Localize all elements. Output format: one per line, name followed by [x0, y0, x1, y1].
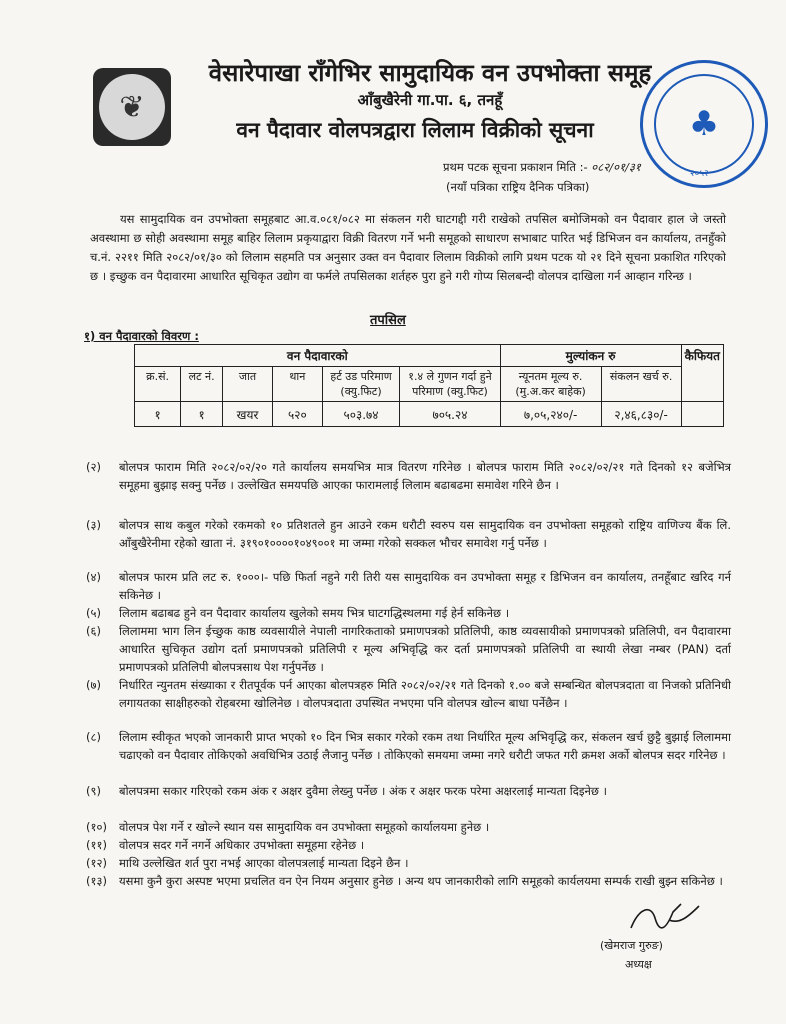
- org-address: आँबुखैरेनी गा.पा. ६, तनहूँ: [357, 91, 503, 109]
- section1-title: १) वन पैदावारको विवरण :: [84, 329, 199, 343]
- cell-converted: ७०५.२४: [400, 402, 500, 427]
- publication-date: [443, 160, 641, 175]
- cell-sn: १: [135, 402, 181, 427]
- signer-title: अध्यक्ष: [625, 958, 652, 971]
- condition-number: (८): [86, 730, 101, 744]
- seal-number: २०५२: [690, 169, 709, 179]
- condition-text: बोलपत्र फारम प्रति लट रु. १०००।- पछि फिर्ता नहुने गरी तिरी यस सामुदायिक वन उपभोक्ता समूह र डिभिजन वन कार्यालय, तनहूँबाट खरिद गर्न सकिनेछ ।: [119, 570, 731, 602]
- col-sn: क्र.सं.: [135, 367, 181, 402]
- produce-table: [134, 344, 724, 427]
- condition-number: (४): [86, 570, 101, 584]
- cell-volume: ५०३.७४: [322, 402, 400, 427]
- condition-text: लिलाममा भाग लिन ईच्छुक काष्ठ व्यवसायीले नेपाली नागरिकताको प्रमाणपत्रको प्रतिलिपी, काष्ठ व्यवसायीको प्रमाणपत्रको प्रतिलिपी, वन पैदावारमा आधारित सुचिकृत उद्योग दर्ता प्रमाणपत्रको प्रतिलिपी र मूल्य अभिवृद्धि कर दर्ता प्रमाणपत्रको प्रतिलिपी वा स्थायी लेखा नम्बर (PAN) दर्ता प्रमाणपत्रको प्रतिलिपी बोलपत्रसाथ पेश गर्नुपर्नेछ ।: [119, 624, 731, 674]
- condition-number: (५): [86, 606, 101, 620]
- intro-paragraph: यस सामुदायिक वन उपभोक्ता समूहबाट आ.व.०८१/०८२ मा संकलन गरी घाटगद्दी गरी राखेको तपसिल बमोजिमको वन पैदावार हाल जे जस्तो अवस्थामा छ सोही अवस्थामा समूह बाहिर लिलाम प्रकृयाद्वारा विक्री वितरण गर्ने भनी समूहको साधारण सभाबाट पारित भई डिभिजन वन कार्यालय, तनहुँको च.नं. २२११ मिति २०८२/०१/३० को लिलाम सहमति पत्र अनुसार उक्त वन पैदावार लिलाम विक्रीको लागि प्रथम पटक यो २१ दिने सूचना प्रकाशित गरिएको छ । इच्छुक वन पैदावारमा आधारित सूचिकृत उद्योग वा फर्मले तपसिलका शर्तहरु पुरा हुने गरी गोप्य सिलबन्दी वोलपत्र दाखिला गर्न आव्हान गरिन्छ ।: [90, 212, 726, 283]
- col-pieces: थान: [272, 367, 322, 402]
- cell-min-price: ७,०५,२४०/-: [500, 402, 601, 427]
- remarks-header: कैफियत: [681, 345, 723, 402]
- condition-number: (१३): [86, 874, 107, 888]
- condition-text: वोलपत्र सदर गर्ने नगर्ने अधिकार उपभोक्ता समूहमा रहेनेछ ।: [119, 838, 365, 852]
- condition-text: निर्धारित न्युनतम संख्याका र रीतपूर्वक पर्न आएका बोलपत्रहरु मिति २०८२/०२/२१ गते दिनको १.०० बजे सम्बन्धित बोलपत्रदाता वा निजको प्रतिनिधी लगायतका साक्षीहरुको रोहबरमा खोलिनेछ । वोलपत्रदाता उपस्थित नभएमा पनि वोलपत्र खोल्न बाधा पर्नेछैन ।: [119, 678, 731, 710]
- signer-name: (खेमराज गुरुङ): [600, 939, 663, 952]
- condition-number: (३): [86, 518, 101, 532]
- condition-text: वोलपत्र पेश गर्ने र खोल्ने स्थान यस सामुदायिक वन उपभोक्ता समूहको कार्यालयमा हुनेछ ।: [119, 820, 490, 834]
- condition-number: (६): [86, 624, 101, 638]
- group-produce-header: वन पैदावारको: [135, 345, 501, 367]
- group-valuation-header: मुल्यांकन रु: [500, 345, 681, 367]
- condition-number: (९): [86, 784, 101, 798]
- notice-title: वन पैदावार वोलपत्रद्वारा लिलाम विक्रीको सूचना: [236, 118, 594, 142]
- condition-number: (२): [86, 460, 101, 474]
- seal-tree-icon: ♣: [654, 74, 754, 174]
- publication-paper: (नयाँ पत्रिका राष्ट्रिय दैनिक पत्रिका): [446, 180, 590, 194]
- condition-text: बोलपत्र साथ कबुल गरेको रकमको १० प्रतिशतले हुन आउने रकम धरौटी स्वरुप यस सामुदायिक वन उपभोक्ता समूहको राष्ट्रिय वाणिज्य बैंक लि. आँबुखैरेनीमा रहेको खाता नं. ३१९०१००००१०४९००१ मा जम्मा गरेको सक्कल भौचर समावेश गर्नु पर्नेछ ।: [119, 518, 731, 550]
- cell-lot: १: [181, 402, 223, 427]
- pub-date-label: प्रथम पटक सूचना प्रकाशन मिति :-: [443, 160, 588, 174]
- pub-date-value: ०८२/०१/३१: [591, 160, 641, 174]
- col-converted: १.४ ले गुणन गर्दा हुने परिमाण (क्यु.फिट): [400, 367, 500, 402]
- col-volume: हर्ट उड परिमाण (क्यु.फिट): [322, 367, 400, 402]
- condition-text: यसमा कुनै कुरा अस्पष्ट भएमा प्रचलित वन ऐन नियम अनुसार हुनेछ । अन्य थप जानकारीको लागि समूहको कार्यलयमा सम्पर्क राखी बुझ्न सकिनेछ ।: [119, 874, 723, 888]
- cell-remarks: [681, 402, 723, 427]
- signature-mark: [625, 898, 705, 938]
- cell-pieces: ५२०: [272, 402, 322, 427]
- table-row: [135, 402, 724, 427]
- tree-hands-icon: ❦: [99, 74, 165, 140]
- condition-number: (१२): [86, 856, 107, 870]
- condition-number: (१०): [86, 820, 107, 834]
- cell-species: खयर: [223, 402, 273, 427]
- condition-text: लिलाम बढाबढ हुने वन पैदावार कार्यालय खुलेको समय भित्र घाटगद्धिस्थलमा गई हेर्न सकिनेछ ।: [119, 606, 510, 620]
- condition-text: लिलाम स्वीकृत भएको जानकारी प्राप्त भएको १० दिन भित्र सकार गरेको रकम तथा निर्धारित मूल्य अभिवृद्धि कर, संकलन खर्च छुट्टै बुझाई लिलाममा चढाएको वन पैदावार तोकिएको अवधिभित्र उठाई लैजानु पर्नेछ । तोकिएको समयमा जम्मा नगरे धरौटी जफत गरी क्रमश अर्को बोलपत्र सदर गरिनेछ ।: [119, 730, 731, 762]
- condition-number: (११): [86, 838, 107, 852]
- condition-number: (७): [86, 678, 101, 692]
- schedule-heading: तपसिल: [370, 313, 406, 328]
- condition-text: बोलपत्र फाराम मिति २०८२/०२/२० गते कार्यालय समयभित्र मात्र वितरण गरिनेछ । बोलपत्र फाराम मिति २०८२/०२/२१ गते दिनको १२ बजेभित्र समूहमा बुझाइ सक्नु पर्नेछ । उल्लेखित समयपछि आएका फारामलाई लिलाम बढाबढमा समावेश गरिने छैन ।: [119, 460, 731, 492]
- col-min-price: न्यूनतम मूल्य रु. (मु.अ.कर बाहेक): [500, 367, 601, 402]
- group-logo: [93, 68, 171, 146]
- condition-text: माथि उल्लेखित शर्त पुरा नभई आएका वोलपत्रलाई मान्यता दिइने छैन ।: [119, 856, 409, 870]
- condition-text: बोलपत्रमा सकार गरिएको रकम अंक र अक्षर दुवैमा लेख्नु पर्नेछ । अंक र अक्षर फरक परेमा अक्षरलाई मान्यता दिइनेछ ।: [119, 784, 607, 798]
- col-species: जात: [223, 367, 273, 402]
- col-lot: लट नं.: [181, 367, 223, 402]
- org-name: वेसारेपाखा राँगेभिर सामुदायिक वन उपभोक्ता समूह: [208, 59, 652, 87]
- col-collection-cost: संकलन खर्च रु.: [601, 367, 681, 402]
- cell-collection-cost: २,४६,८३०/-: [601, 402, 681, 427]
